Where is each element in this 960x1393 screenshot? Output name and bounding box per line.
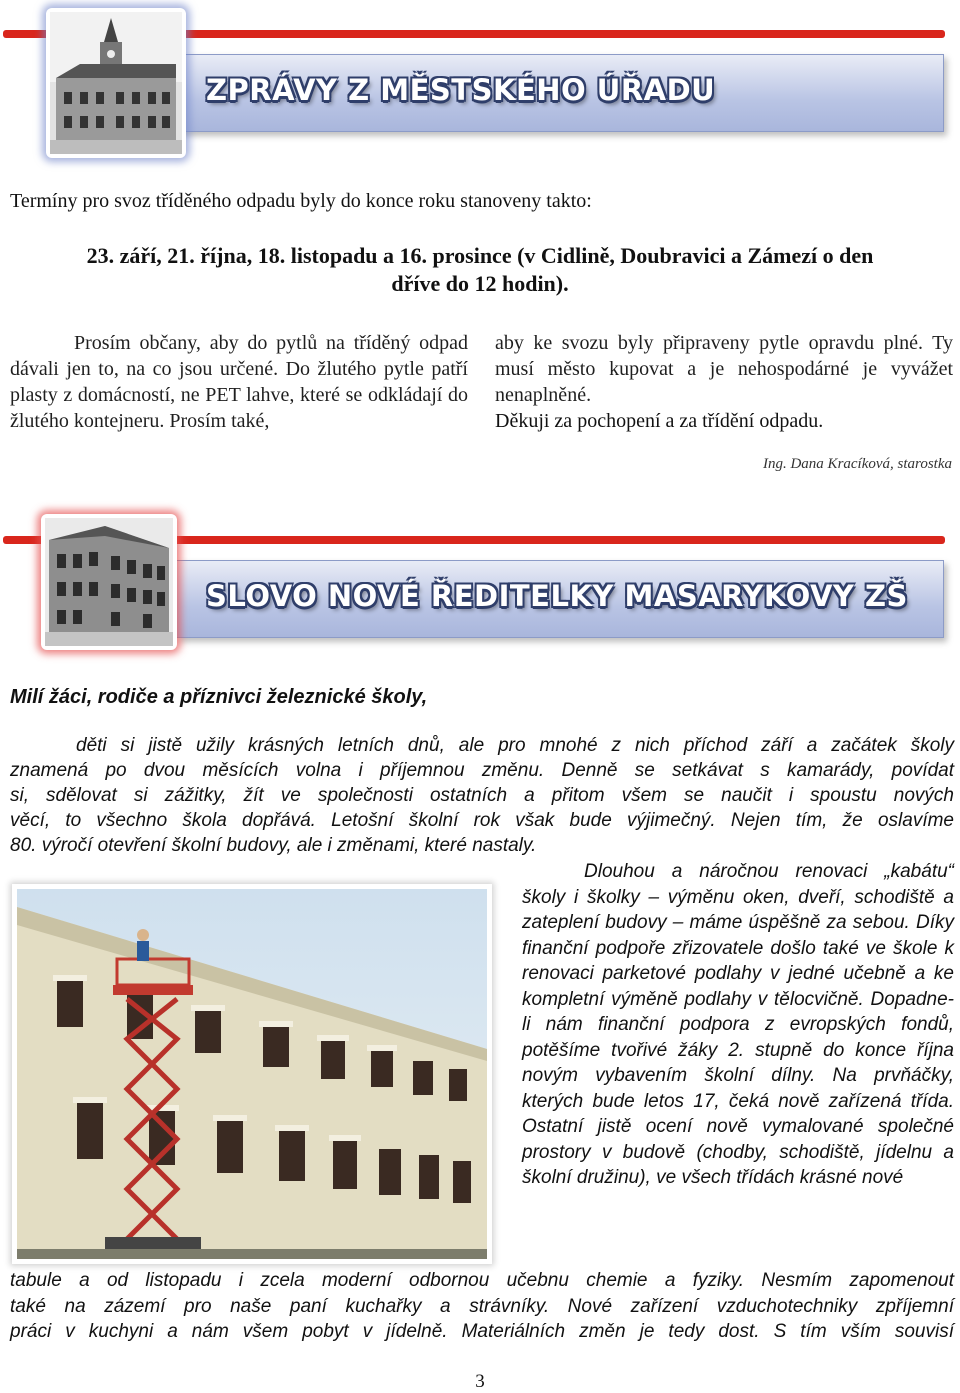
intro-paragraph [10, 733, 954, 858]
intro-line: znamená po dvou měsících volna i příjemnou změnu. Denně se setkávat s kamarády, povídat [10, 760, 954, 781]
page-number: 3 [475, 1371, 485, 1392]
intro-text: Termíny pro svoz tříděného odpadu byly do konce roku stanoveny takto: [10, 190, 592, 212]
intro-line: si, sdělovat si zážitky, žít ve společnosti ostatních a přitom všem se naučit i spoustu nových [10, 785, 954, 806]
section-title: SLOVO NOVÉ ŘEDITELKY MASARYKOVY ZŠ [206, 579, 908, 613]
thanks-text: Děkuji za pochopení a za třídění odpadu. [495, 410, 824, 432]
town-hall-banner [0, 0, 960, 170]
closing-line: také na zázemí pro naše paní kuchařky a strávníky. Nové zařízení vzduchotechniky zpříjemní [10, 1295, 954, 1317]
school-photo-frame [41, 514, 177, 650]
renovation-text: Dlouhou a náročnou renovaci „kabátu“ školy i školky – výměnu oken, dveří, schodiště a zateplení budovy – máme úspěšně za sebou. Díky finanční podpoře zřizovatele došlo také ve škole k renovaci parketové podlahy v jedné učebně a ke kompletní výměně podlahy v tělocvičně. Dopadne-li nám finanční podpora z evropských fondů, potěšíme tvořivé žáky 2. stupně do konce října novým vybavením školní dílny. Na prvňáčky, kterých bude letos 17, čeká nově zařízená třída. Ostatní jistě ocení nově vymalované společné prostory v budově (chodby, schodiště, jídelnu a školní družinu), ve všech třídách krásné nové [522, 861, 954, 1188]
closing-paragraph [10, 1268, 954, 1345]
intro-line: děti si jistě užily krásných letních dnů, ale pro mnohé z nich příchod září a začátek školy [76, 735, 954, 756]
intro-line: 80. výročí otevření školní budovy, ale i změnami, které nastaly. [10, 835, 537, 856]
school-old-photo [45, 518, 173, 646]
mayor-signature: Ing. Dana Kracíková, starostka [762, 456, 952, 472]
school-banner [0, 500, 960, 660]
waste-info-right-text: aby ke svozu byly připraveny pytle opravdu plné. Ty musí město kupovat a je nehospodárné je vyvážet nenaplněné. [495, 332, 953, 406]
waste-info-left-column [10, 330, 468, 434]
collection-dates-line2: dříve do 12 hodin). [391, 271, 569, 296]
renovated-school-photo-frame [12, 884, 492, 1264]
closing-line: tabule a od listopadu i zcela moderní odbornou učebnu chemie a fyziky. Nesmím zapomenout [10, 1270, 954, 1291]
intro-line: věcí, to všechno škola dopřává. Letošní školní rok však bude výjimečný. Nejen tím, že oslavíme [10, 810, 954, 831]
waste-info-left-text: Prosím občany, aby do pytlů na tříděný odpad dávali jen to, na co jsou určené. Do žlutého pytle patří plasty z domácností, ne PET lahve, které se odkládají do žlutého kontejneru. Prosím také, [10, 332, 468, 432]
renovation-column [522, 859, 954, 1191]
town-hall-photo [50, 12, 182, 154]
waste-info-right-column [495, 330, 953, 408]
collection-dates-line1: 23. září, 21. října, 18. listopadu a 16. prosince (v Cidlině, Doubravici a Zámezí o den [86, 243, 874, 268]
town-hall-photo-frame [46, 8, 186, 158]
closing-line: práci v kuchyni a nám všem pobyt v jídelně. Materiálních změn je tedy dost. S tím vším souvisí [10, 1321, 954, 1342]
renovated-school-photo [17, 889, 487, 1259]
section-title: ZPRÁVY Z MĚSTSKÉHO ÚŘADU [206, 73, 716, 107]
greeting: Milí žáci, rodiče a příznivci železnické školy, [10, 686, 428, 708]
